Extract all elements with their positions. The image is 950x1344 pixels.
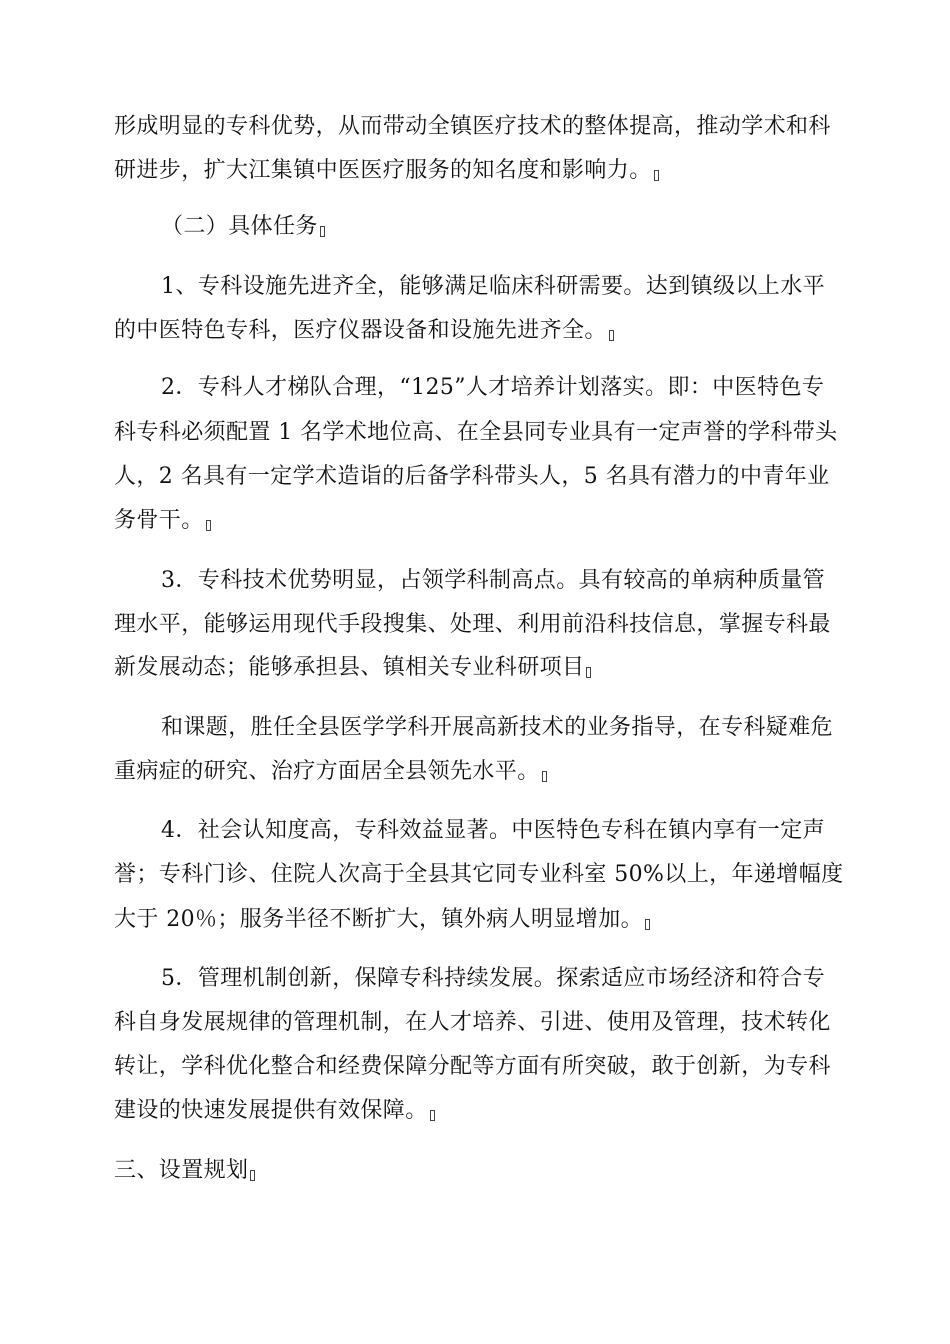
- paragraph-line: 5．管理机制创新，保障专科持续发展。探索适应市场经济和符合专: [161, 966, 825, 991]
- paragraph-line: 大于 20％；服务半径不断扩大，镇外病人明显增加。: [114, 904, 650, 936]
- paragraph-line: 建设的快速发展提供有效保障。: [114, 1095, 435, 1127]
- paragraph-mark-icon: [609, 330, 614, 341]
- paragraph-line: 理水平，能够运用现代手段搜集、处理、利用前沿科技信息，掌握专科最: [114, 612, 831, 637]
- paragraph-line: 研进步，扩大江集镇中医医疗服务的知名度和影响力。: [114, 155, 659, 187]
- paragraph-line: 新发展动态；能够承担县、镇相关专业科研项目: [114, 652, 591, 684]
- paragraph-line: 誉；专科门诊、住院人次高于全县其它同专业科室 50%以上，年递增幅度: [114, 862, 844, 887]
- paragraph-mark-icon: [645, 919, 650, 930]
- paragraph-line: 形成明显的专科优势，从而带动全镇医疗技术的整体提高，推动学术和科: [114, 114, 831, 139]
- paragraph-mark-icon: [654, 170, 659, 181]
- paragraph-mark-icon: [206, 520, 211, 531]
- paragraph-line: 科专科必须配置 1 名学术地位高、在全县同专业具有一定声誉的学科带头: [114, 420, 838, 445]
- paragraph-mark-icon: [430, 1110, 435, 1121]
- paragraph-line: 科自身发展规律的管理机制，在人才培养、引进、使用及管理，技术转化: [114, 1010, 831, 1035]
- paragraph-line: 务骨干。: [114, 505, 211, 537]
- paragraph-line: 1、专科设施先进齐全，能够满足临床科研需要。达到镇级以上水平: [161, 274, 825, 299]
- paragraph-line: 转让，学科优化整合和经费保障分配等方面有所突破，敢于创新，为专科: [114, 1054, 831, 1079]
- paragraph-line: 和课题，胜任全县医学学科开展高新技术的业务指导，在专科疑难危: [161, 715, 834, 740]
- paragraph-line: 4．社会认知度高，专科效益显著。中医特色专科在镇内享有一定声: [161, 818, 825, 843]
- paragraph-line: 2．专科人才梯队合理，“125”人才培养计划落实。即：中医特色专: [161, 375, 825, 400]
- paragraph-line: 人，2 名具有一定学术造诣的后备学科带头人，5 名具有潜力的中青年业: [114, 464, 830, 489]
- section-heading: 三、设置规划: [114, 1155, 255, 1187]
- section-heading: （二）具体任务: [161, 211, 325, 243]
- paragraph-mark-icon: [250, 1170, 255, 1181]
- paragraph-mark-icon: [320, 226, 325, 237]
- paragraph-mark-icon: [586, 667, 591, 678]
- paragraph-line: 3．专科技术优势明显，占领学科制高点。具有较高的单病种质量管: [161, 568, 825, 593]
- paragraph-line: 的中医特色专科，医疗仪器设备和设施先进齐全。: [114, 315, 614, 347]
- paragraph-mark-icon: [542, 771, 547, 782]
- paragraph-line: 重病症的研究、治疗方面居全县领先水平。: [114, 756, 547, 788]
